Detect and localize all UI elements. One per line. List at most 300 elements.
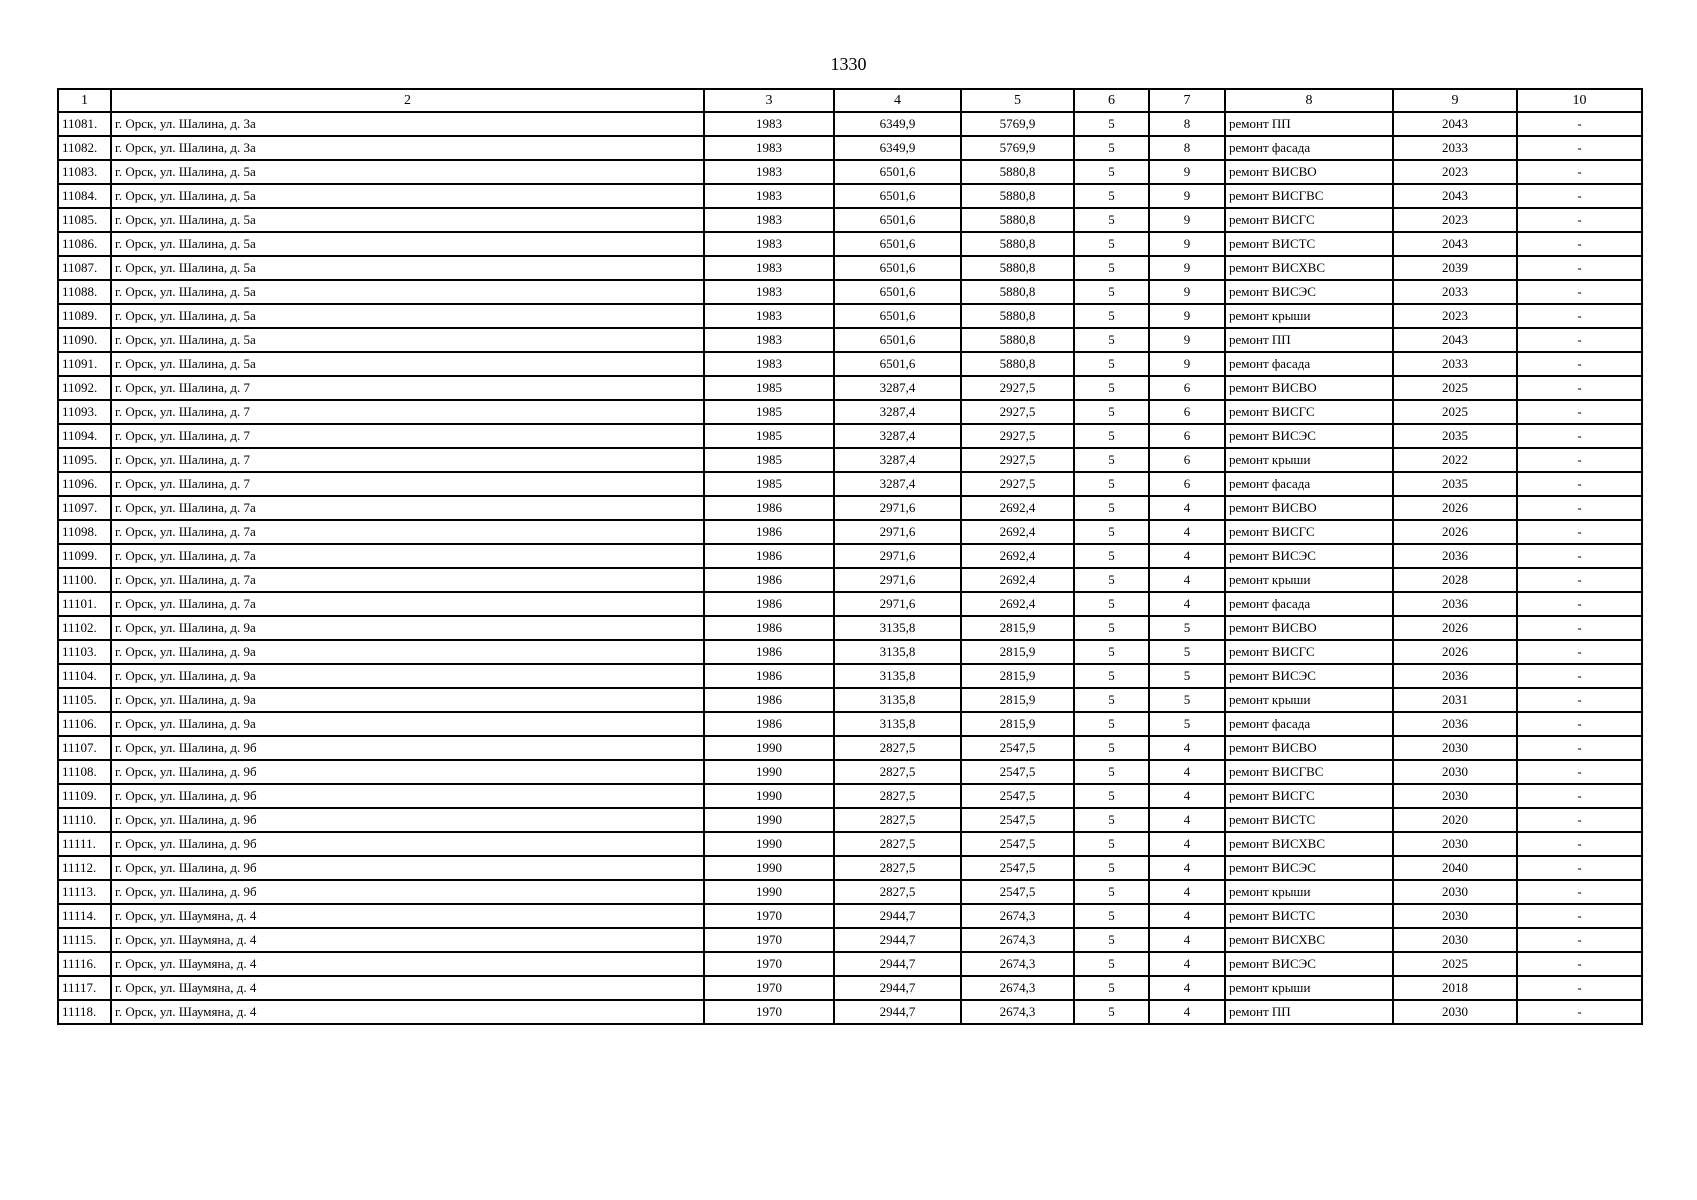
row-number-cell: 11102. (58, 616, 111, 640)
year-cell: 1990 (704, 736, 834, 760)
floors-cell: 5 (1074, 640, 1149, 664)
year-cell: 1983 (704, 136, 834, 160)
floors-cell: 5 (1074, 304, 1149, 328)
work-type-cell: ремонт фасада (1225, 712, 1393, 736)
entrances-cell: 9 (1149, 352, 1225, 376)
column-header: 1 (58, 89, 111, 112)
living-area-cell: 2547,5 (961, 832, 1074, 856)
row-number-cell: 11094. (58, 424, 111, 448)
entrances-cell: 6 (1149, 472, 1225, 496)
address-cell: г. Орск, ул. Шалина, д. 9а (111, 640, 704, 664)
table-row (58, 880, 1642, 904)
note-cell: - (1517, 712, 1642, 736)
column-header: 7 (1149, 89, 1225, 112)
row-number-cell: 11106. (58, 712, 111, 736)
work-type-cell: ремонт ВИСЭС (1225, 424, 1393, 448)
living-area-cell: 2692,4 (961, 544, 1074, 568)
living-area-cell: 2547,5 (961, 784, 1074, 808)
living-area-cell: 5880,8 (961, 352, 1074, 376)
note-cell: - (1517, 544, 1642, 568)
floors-cell: 5 (1074, 496, 1149, 520)
table-row (58, 280, 1642, 304)
plan-year-cell: 2035 (1393, 424, 1517, 448)
floors-cell: 5 (1074, 112, 1149, 136)
living-area-cell: 2692,4 (961, 592, 1074, 616)
entrances-cell: 4 (1149, 856, 1225, 880)
total-area-cell: 3287,4 (834, 448, 961, 472)
living-area-cell: 2927,5 (961, 400, 1074, 424)
row-number-cell: 11082. (58, 136, 111, 160)
note-cell: - (1517, 304, 1642, 328)
living-area-cell: 2815,9 (961, 712, 1074, 736)
row-number-cell: 11098. (58, 520, 111, 544)
entrances-cell: 6 (1149, 400, 1225, 424)
note-cell: - (1517, 928, 1642, 952)
year-cell: 1986 (704, 568, 834, 592)
year-cell: 1983 (704, 304, 834, 328)
address-cell: г. Орск, ул. Шалина, д. 7а (111, 592, 704, 616)
address-cell: г. Орск, ул. Шалина, д. 5а (111, 352, 704, 376)
total-area-cell: 2971,6 (834, 520, 961, 544)
year-cell: 1985 (704, 424, 834, 448)
living-area-cell: 2815,9 (961, 640, 1074, 664)
work-type-cell: ремонт ВИСТС (1225, 904, 1393, 928)
table-row (58, 736, 1642, 760)
plan-year-cell: 2030 (1393, 904, 1517, 928)
total-area-cell: 3287,4 (834, 400, 961, 424)
page-number: 1330 (830, 54, 867, 74)
total-area-cell: 2827,5 (834, 832, 961, 856)
table-row (58, 616, 1642, 640)
row-number-cell: 11085. (58, 208, 111, 232)
work-type-cell: ремонт ВИСХВС (1225, 832, 1393, 856)
plan-year-cell: 2043 (1393, 232, 1517, 256)
floors-cell: 5 (1074, 976, 1149, 1000)
year-cell: 1985 (704, 376, 834, 400)
year-cell: 1986 (704, 688, 834, 712)
year-cell: 1983 (704, 232, 834, 256)
year-cell: 1986 (704, 616, 834, 640)
table-row (58, 544, 1642, 568)
total-area-cell: 2944,7 (834, 928, 961, 952)
row-number-cell: 11093. (58, 400, 111, 424)
plan-year-cell: 2043 (1393, 112, 1517, 136)
total-area-cell: 2944,7 (834, 1000, 961, 1024)
address-cell: г. Орск, ул. Шалина, д. 7 (111, 400, 704, 424)
total-area-cell: 2944,7 (834, 904, 961, 928)
plan-year-cell: 2043 (1393, 184, 1517, 208)
living-area-cell: 2692,4 (961, 568, 1074, 592)
address-cell: г. Орск, ул. Шалина, д. 3а (111, 112, 704, 136)
entrances-cell: 5 (1149, 640, 1225, 664)
work-type-cell: ремонт крыши (1225, 448, 1393, 472)
plan-year-cell: 2033 (1393, 352, 1517, 376)
entrances-cell: 9 (1149, 160, 1225, 184)
entrances-cell: 6 (1149, 376, 1225, 400)
floors-cell: 5 (1074, 400, 1149, 424)
note-cell: - (1517, 952, 1642, 976)
living-area-cell: 5880,8 (961, 184, 1074, 208)
row-number-cell: 11113. (58, 880, 111, 904)
address-cell: г. Орск, ул. Шалина, д. 5а (111, 328, 704, 352)
work-type-cell: ремонт ВИСГВС (1225, 760, 1393, 784)
total-area-cell: 2827,5 (834, 880, 961, 904)
table-row (58, 976, 1642, 1000)
living-area-cell: 2692,4 (961, 496, 1074, 520)
address-cell: г. Орск, ул. Шалина, д. 5а (111, 184, 704, 208)
column-header: 4 (834, 89, 961, 112)
plan-year-cell: 2036 (1393, 592, 1517, 616)
work-type-cell: ремонт крыши (1225, 568, 1393, 592)
living-area-cell: 5880,8 (961, 160, 1074, 184)
note-cell: - (1517, 736, 1642, 760)
floors-cell: 5 (1074, 376, 1149, 400)
column-header: 6 (1074, 89, 1149, 112)
note-cell: - (1517, 1000, 1642, 1024)
address-cell: г. Орск, ул. Шаумяна, д. 4 (111, 976, 704, 1000)
year-cell: 1983 (704, 208, 834, 232)
plan-year-cell: 2030 (1393, 832, 1517, 856)
entrances-cell: 8 (1149, 112, 1225, 136)
work-type-cell: ремонт фасада (1225, 472, 1393, 496)
total-area-cell: 2971,6 (834, 568, 961, 592)
address-cell: г. Орск, ул. Шалина, д. 7 (111, 424, 704, 448)
living-area-cell: 2547,5 (961, 760, 1074, 784)
floors-cell: 5 (1074, 424, 1149, 448)
row-number-cell: 11086. (58, 232, 111, 256)
total-area-cell: 2971,6 (834, 592, 961, 616)
table-row (58, 832, 1642, 856)
plan-year-cell: 2018 (1393, 976, 1517, 1000)
entrances-cell: 4 (1149, 496, 1225, 520)
row-number-cell: 11104. (58, 664, 111, 688)
work-type-cell: ремонт ВИСГВС (1225, 184, 1393, 208)
plan-year-cell: 2023 (1393, 160, 1517, 184)
address-cell: г. Орск, ул. Шалина, д. 5а (111, 160, 704, 184)
plan-year-cell: 2030 (1393, 760, 1517, 784)
floors-cell: 5 (1074, 904, 1149, 928)
total-area-cell: 2971,6 (834, 496, 961, 520)
year-cell: 1970 (704, 904, 834, 928)
total-area-cell: 2971,6 (834, 544, 961, 568)
year-cell: 1990 (704, 784, 834, 808)
entrances-cell: 4 (1149, 808, 1225, 832)
work-type-cell: ремонт ВИСЭС (1225, 952, 1393, 976)
plan-year-cell: 2031 (1393, 688, 1517, 712)
table-row (58, 232, 1642, 256)
work-type-cell: ремонт ВИСГС (1225, 400, 1393, 424)
year-cell: 1990 (704, 880, 834, 904)
table-row (58, 208, 1642, 232)
address-cell: г. Орск, ул. Шалина, д. 5а (111, 208, 704, 232)
address-cell: г. Орск, ул. Шалина, д. 7а (111, 568, 704, 592)
table-row (58, 136, 1642, 160)
note-cell: - (1517, 904, 1642, 928)
plan-year-cell: 2028 (1393, 568, 1517, 592)
plan-year-cell: 2030 (1393, 928, 1517, 952)
row-number-cell: 11088. (58, 280, 111, 304)
floors-cell: 5 (1074, 952, 1149, 976)
address-cell: г. Орск, ул. Шалина, д. 9а (111, 712, 704, 736)
year-cell: 1970 (704, 952, 834, 976)
total-area-cell: 6349,9 (834, 136, 961, 160)
table-row (58, 256, 1642, 280)
header-row (58, 89, 1642, 112)
floors-cell: 5 (1074, 592, 1149, 616)
total-area-cell: 3135,8 (834, 616, 961, 640)
table-row (58, 448, 1642, 472)
note-cell: - (1517, 592, 1642, 616)
floors-cell: 5 (1074, 544, 1149, 568)
work-type-cell: ремонт фасада (1225, 136, 1393, 160)
year-cell: 1983 (704, 352, 834, 376)
total-area-cell: 2827,5 (834, 760, 961, 784)
column-header: 5 (961, 89, 1074, 112)
address-cell: г. Орск, ул. Шалина, д. 9б (111, 832, 704, 856)
entrances-cell: 6 (1149, 448, 1225, 472)
row-number-cell: 11091. (58, 352, 111, 376)
year-cell: 1983 (704, 256, 834, 280)
floors-cell: 5 (1074, 208, 1149, 232)
column-header: 9 (1393, 89, 1517, 112)
living-area-cell: 2547,5 (961, 736, 1074, 760)
entrances-cell: 4 (1149, 784, 1225, 808)
row-number-cell: 11114. (58, 904, 111, 928)
table-row (58, 520, 1642, 544)
table-row (58, 184, 1642, 208)
floors-cell: 5 (1074, 928, 1149, 952)
note-cell: - (1517, 184, 1642, 208)
entrances-cell: 9 (1149, 232, 1225, 256)
address-cell: г. Орск, ул. Шаумяна, д. 4 (111, 1000, 704, 1024)
living-area-cell: 5880,8 (961, 328, 1074, 352)
entrances-cell: 9 (1149, 256, 1225, 280)
total-area-cell: 6501,6 (834, 304, 961, 328)
plan-year-cell: 2030 (1393, 880, 1517, 904)
entrances-cell: 9 (1149, 304, 1225, 328)
floors-cell: 5 (1074, 520, 1149, 544)
living-area-cell: 2927,5 (961, 376, 1074, 400)
note-cell: - (1517, 472, 1642, 496)
note-cell: - (1517, 424, 1642, 448)
note-cell: - (1517, 688, 1642, 712)
address-cell: г. Орск, ул. Шаумяна, д. 4 (111, 904, 704, 928)
plan-year-cell: 2030 (1393, 1000, 1517, 1024)
year-cell: 1985 (704, 400, 834, 424)
row-number-cell: 11109. (58, 784, 111, 808)
note-cell: - (1517, 328, 1642, 352)
total-area-cell: 2827,5 (834, 808, 961, 832)
living-area-cell: 2674,3 (961, 928, 1074, 952)
address-cell: г. Орск, ул. Шалина, д. 9б (111, 760, 704, 784)
work-type-cell: ремонт ВИСВО (1225, 160, 1393, 184)
row-number-cell: 11095. (58, 448, 111, 472)
plan-year-cell: 2033 (1393, 280, 1517, 304)
entrances-cell: 9 (1149, 208, 1225, 232)
table-row (58, 808, 1642, 832)
living-area-cell: 2547,5 (961, 856, 1074, 880)
entrances-cell: 9 (1149, 280, 1225, 304)
address-cell: г. Орск, ул. Шалина, д. 5а (111, 256, 704, 280)
note-cell: - (1517, 760, 1642, 784)
note-cell: - (1517, 856, 1642, 880)
living-area-cell: 2927,5 (961, 448, 1074, 472)
total-area-cell: 6501,6 (834, 328, 961, 352)
living-area-cell: 2927,5 (961, 424, 1074, 448)
floors-cell: 5 (1074, 712, 1149, 736)
total-area-cell: 3135,8 (834, 664, 961, 688)
living-area-cell: 2674,3 (961, 904, 1074, 928)
total-area-cell: 3135,8 (834, 712, 961, 736)
living-area-cell: 2674,3 (961, 976, 1074, 1000)
note-cell: - (1517, 616, 1642, 640)
note-cell: - (1517, 496, 1642, 520)
year-cell: 1986 (704, 520, 834, 544)
note-cell: - (1517, 376, 1642, 400)
address-cell: г. Орск, ул. Шалина, д. 9б (111, 784, 704, 808)
note-cell: - (1517, 520, 1642, 544)
floors-cell: 5 (1074, 832, 1149, 856)
table-row (58, 328, 1642, 352)
floors-cell: 5 (1074, 856, 1149, 880)
note-cell: - (1517, 640, 1642, 664)
work-type-cell: ремонт ВИСТС (1225, 232, 1393, 256)
plan-year-cell: 2020 (1393, 808, 1517, 832)
table-row (58, 664, 1642, 688)
note-cell: - (1517, 400, 1642, 424)
address-cell: г. Орск, ул. Шалина, д. 7а (111, 544, 704, 568)
address-cell: г. Орск, ул. Шалина, д. 5а (111, 232, 704, 256)
year-cell: 1983 (704, 112, 834, 136)
row-number-cell: 11081. (58, 112, 111, 136)
note-cell: - (1517, 976, 1642, 1000)
address-cell: г. Орск, ул. Шалина, д. 9а (111, 616, 704, 640)
table-row (58, 568, 1642, 592)
entrances-cell: 8 (1149, 136, 1225, 160)
living-area-cell: 2927,5 (961, 472, 1074, 496)
entrances-cell: 4 (1149, 1000, 1225, 1024)
plan-year-cell: 2026 (1393, 616, 1517, 640)
entrances-cell: 4 (1149, 520, 1225, 544)
year-cell: 1986 (704, 712, 834, 736)
floors-cell: 5 (1074, 736, 1149, 760)
work-type-cell: ремонт ПП (1225, 112, 1393, 136)
row-number-cell: 11118. (58, 1000, 111, 1024)
work-type-cell: ремонт крыши (1225, 976, 1393, 1000)
table-body (58, 112, 1642, 1024)
plan-year-cell: 2025 (1393, 400, 1517, 424)
plan-year-cell: 2026 (1393, 496, 1517, 520)
row-number-cell: 11101. (58, 592, 111, 616)
floors-cell: 5 (1074, 328, 1149, 352)
table-row (58, 952, 1642, 976)
living-area-cell: 2674,3 (961, 1000, 1074, 1024)
entrances-cell: 9 (1149, 184, 1225, 208)
row-number-cell: 11110. (58, 808, 111, 832)
note-cell: - (1517, 784, 1642, 808)
address-cell: г. Орск, ул. Шалина, д. 9б (111, 736, 704, 760)
plan-year-cell: 2036 (1393, 712, 1517, 736)
year-cell: 1983 (704, 160, 834, 184)
plan-year-cell: 2030 (1393, 736, 1517, 760)
row-number-cell: 11107. (58, 736, 111, 760)
entrances-cell: 4 (1149, 976, 1225, 1000)
total-area-cell: 2944,7 (834, 976, 961, 1000)
floors-cell: 5 (1074, 136, 1149, 160)
floors-cell: 5 (1074, 448, 1149, 472)
note-cell: - (1517, 808, 1642, 832)
living-area-cell: 5880,8 (961, 280, 1074, 304)
address-cell: г. Орск, ул. Шаумяна, д. 4 (111, 928, 704, 952)
living-area-cell: 2815,9 (961, 664, 1074, 688)
plan-year-cell: 2036 (1393, 664, 1517, 688)
note-cell: - (1517, 664, 1642, 688)
entrances-cell: 5 (1149, 664, 1225, 688)
table-row (58, 688, 1642, 712)
row-number-cell: 11100. (58, 568, 111, 592)
entrances-cell: 4 (1149, 568, 1225, 592)
table-row (58, 304, 1642, 328)
total-area-cell: 6501,6 (834, 352, 961, 376)
year-cell: 1983 (704, 280, 834, 304)
entrances-cell: 9 (1149, 328, 1225, 352)
year-cell: 1985 (704, 472, 834, 496)
work-type-cell: ремонт ВИСТС (1225, 808, 1393, 832)
note-cell: - (1517, 136, 1642, 160)
entrances-cell: 4 (1149, 928, 1225, 952)
table-row (58, 400, 1642, 424)
total-area-cell: 6349,9 (834, 112, 961, 136)
floors-cell: 5 (1074, 760, 1149, 784)
floors-cell: 5 (1074, 232, 1149, 256)
plan-year-cell: 2033 (1393, 136, 1517, 160)
total-area-cell: 3135,8 (834, 688, 961, 712)
row-number-cell: 11116. (58, 952, 111, 976)
table-row (58, 784, 1642, 808)
living-area-cell: 2692,4 (961, 520, 1074, 544)
row-number-cell: 11108. (58, 760, 111, 784)
address-cell: г. Орск, ул. Шаумяна, д. 4 (111, 952, 704, 976)
year-cell: 1990 (704, 808, 834, 832)
table-row (58, 472, 1642, 496)
table-row (58, 760, 1642, 784)
column-header: 10 (1517, 89, 1642, 112)
work-type-cell: ремонт ПП (1225, 1000, 1393, 1024)
year-cell: 1986 (704, 664, 834, 688)
work-type-cell: ремонт ВИСЭС (1225, 280, 1393, 304)
row-number-cell: 11090. (58, 328, 111, 352)
living-area-cell: 5880,8 (961, 208, 1074, 232)
total-area-cell: 6501,6 (834, 256, 961, 280)
living-area-cell: 5880,8 (961, 304, 1074, 328)
year-cell: 1985 (704, 448, 834, 472)
address-cell: г. Орск, ул. Шалина, д. 7 (111, 448, 704, 472)
year-cell: 1986 (704, 544, 834, 568)
table-row (58, 712, 1642, 736)
work-type-cell: ремонт крыши (1225, 304, 1393, 328)
table-row (58, 928, 1642, 952)
entrances-cell: 5 (1149, 616, 1225, 640)
address-cell: г. Орск, ул. Шалина, д. 9б (111, 880, 704, 904)
floors-cell: 5 (1074, 280, 1149, 304)
row-number-cell: 11115. (58, 928, 111, 952)
table-row (58, 376, 1642, 400)
row-number-cell: 11117. (58, 976, 111, 1000)
entrances-cell: 5 (1149, 712, 1225, 736)
living-area-cell: 5880,8 (961, 232, 1074, 256)
living-area-cell: 2815,9 (961, 616, 1074, 640)
address-cell: г. Орск, ул. Шалина, д. 7а (111, 496, 704, 520)
